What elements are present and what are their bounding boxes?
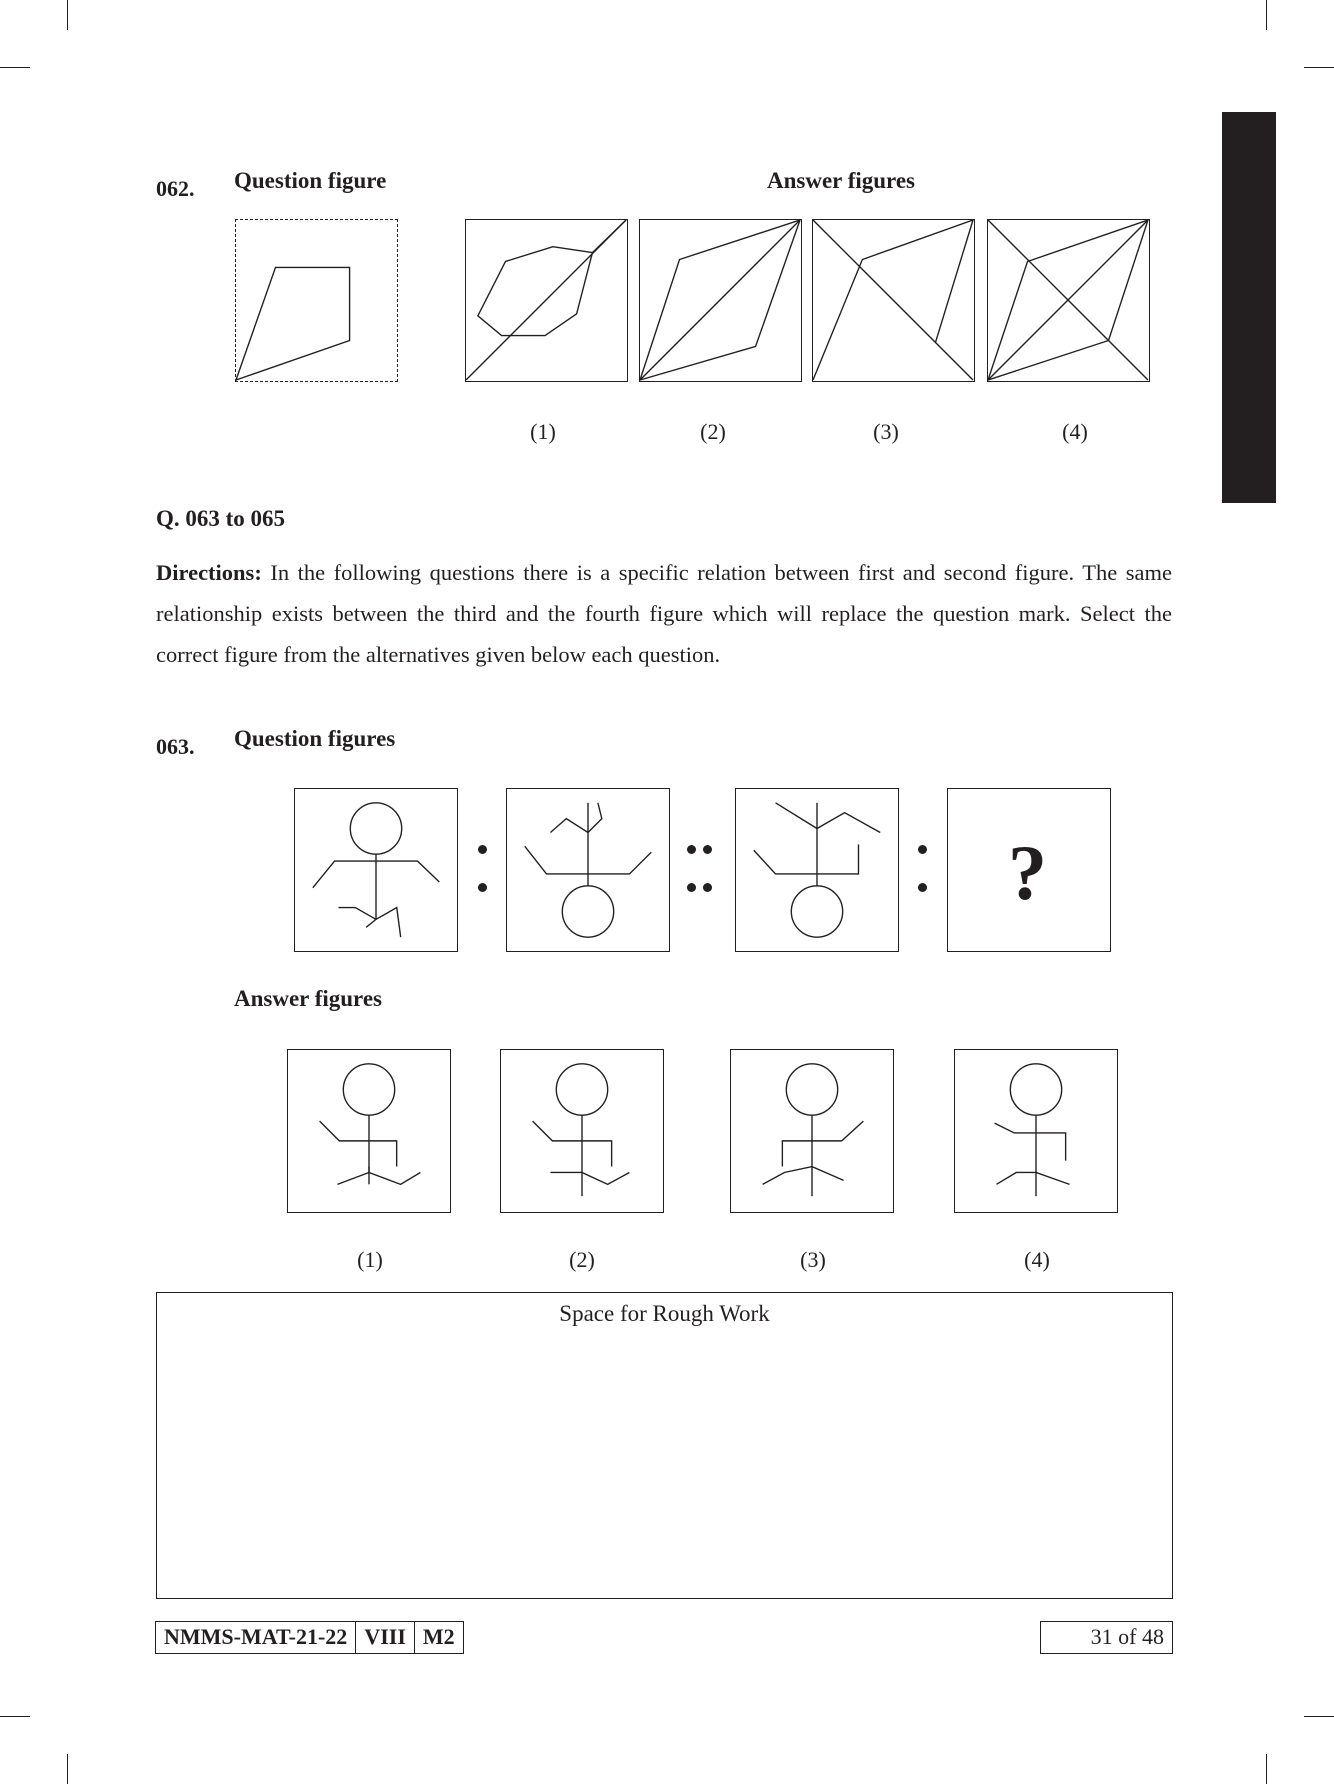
directions-text: In the following questions there is a specific relation between first and second figure. The same relationship exists between the third and the fourth figure which will replace the question mark. Select the correct figure from the alternatives given below each question. bbox=[156, 560, 1172, 667]
colon-separator bbox=[478, 845, 487, 895]
footer-exam-code bbox=[155, 1621, 464, 1654]
q063-option-label-2: (2) bbox=[569, 1247, 595, 1272]
crop-mark bbox=[0, 1716, 30, 1717]
q063-answer-figure-3[interactable] bbox=[730, 1049, 894, 1213]
q063-answer-figure-4[interactable] bbox=[954, 1049, 1118, 1213]
exam-set: M2 bbox=[414, 1622, 463, 1653]
crop-mark bbox=[1266, 1754, 1267, 1784]
double-colon-separator bbox=[687, 845, 713, 895]
q063-question-figure-3 bbox=[735, 788, 899, 952]
decorative-side-strip bbox=[1222, 112, 1276, 503]
q062-option-label-1: (1) bbox=[530, 419, 556, 444]
crop-mark bbox=[67, 0, 68, 30]
q063-option-label-3: (3) bbox=[800, 1247, 826, 1272]
q062-option-label-4: (4) bbox=[1062, 419, 1088, 444]
crop-mark bbox=[1304, 67, 1334, 68]
q063-answer-figure-1[interactable] bbox=[287, 1049, 451, 1213]
q063-question-figure-1 bbox=[294, 788, 458, 952]
crop-mark bbox=[0, 67, 30, 68]
question-figures-heading: Question figures bbox=[234, 726, 396, 751]
q062-answer-figure-3[interactable] bbox=[812, 219, 975, 382]
q063-question-figure-2 bbox=[506, 788, 670, 952]
directions-lead: Directions: bbox=[156, 560, 262, 585]
section-heading-063-065: Q. 063 to 065 bbox=[156, 506, 286, 531]
page-number: 31 of 48 bbox=[1040, 1621, 1173, 1654]
question-number-062: 062. bbox=[156, 176, 195, 201]
crop-mark bbox=[67, 1754, 68, 1784]
rough-work-title: Space for Rough Work bbox=[559, 1301, 770, 1326]
colon-separator bbox=[918, 845, 927, 895]
exam-code: NMMS-MAT-21-22 bbox=[164, 1624, 348, 1649]
question-mark: ? bbox=[1008, 829, 1047, 916]
q062-answer-figure-2[interactable] bbox=[639, 219, 802, 382]
q062-question-figure bbox=[235, 219, 398, 382]
q062-answer-figure-4[interactable] bbox=[987, 219, 1150, 382]
q063-answer-figure-2[interactable] bbox=[500, 1049, 664, 1213]
answer-figures-heading: Answer figures bbox=[767, 168, 916, 193]
directions-paragraph bbox=[156, 552, 1172, 675]
q062-option-label-3: (3) bbox=[873, 419, 899, 444]
crop-mark bbox=[1266, 0, 1267, 30]
exam-class: VIII bbox=[355, 1622, 414, 1653]
q062-answer-figure-1[interactable] bbox=[465, 219, 628, 382]
q063-option-label-4: (4) bbox=[1024, 1247, 1050, 1272]
question-number-063: 063. bbox=[156, 734, 195, 759]
question-figure-heading: Question figure bbox=[234, 168, 387, 193]
crop-mark bbox=[1304, 1716, 1334, 1717]
q063-option-label-1: (1) bbox=[357, 1247, 383, 1272]
rough-work-area bbox=[156, 1292, 1173, 1599]
answer-figures-heading: Answer figures bbox=[234, 986, 383, 1011]
q062-option-label-2: (2) bbox=[700, 419, 726, 444]
q063-question-figure-4 bbox=[947, 788, 1111, 952]
